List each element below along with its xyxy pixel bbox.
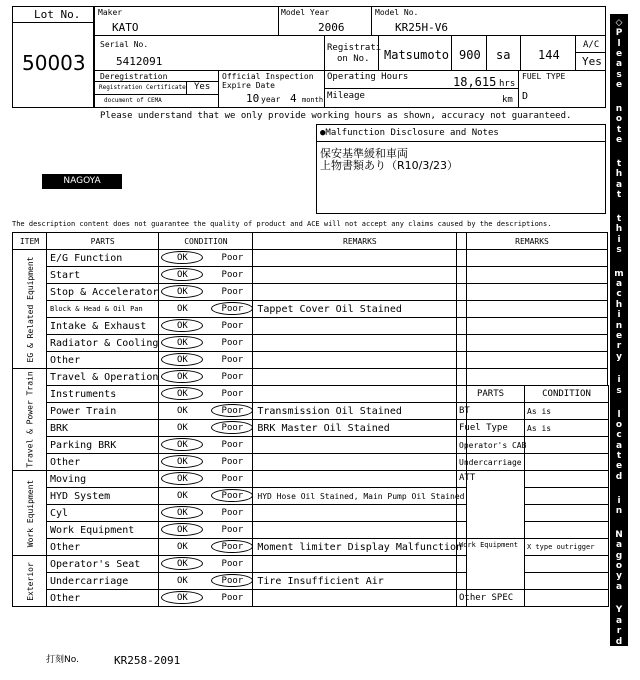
ok-option: OK: [161, 438, 203, 451]
part-name: Work Equipment: [47, 522, 159, 539]
sidebar-char: [610, 145, 628, 155]
sidebar-char: n: [615, 505, 623, 516]
part-name: Block & Head & Oil Pan: [47, 301, 159, 318]
sidebar-char: s: [616, 69, 622, 80]
cab-label: Operator's CAB: [457, 437, 525, 454]
condition-cell: [159, 454, 253, 471]
sidebar-char: [610, 516, 628, 526]
group-label-cell: [13, 250, 47, 369]
inspection-label-2: Expire Date: [222, 81, 275, 90]
sidebar-char: a: [615, 615, 623, 626]
part-name: E/G Function: [47, 250, 159, 267]
sidebar-char: n: [615, 320, 623, 331]
table-row: [13, 420, 467, 437]
table-row: [13, 318, 467, 335]
remark: Tire Insufficient Air: [253, 573, 467, 590]
sidebar-char: n: [615, 103, 623, 114]
reg-id: 144: [538, 48, 560, 62]
sidebar-char: t: [616, 213, 622, 224]
reg-num: 900: [459, 48, 481, 62]
poor-option: Poor: [211, 421, 253, 434]
poor-option: Poor: [211, 404, 253, 417]
condition-cell: [159, 318, 253, 335]
group-label: EG & Related Equipment: [25, 256, 35, 362]
remark: [253, 590, 467, 607]
part-name: Moving: [47, 471, 159, 488]
inspection-month: 4: [290, 92, 297, 105]
hours-notice: Please understand that we only provide working hours as shown, accuracy not guaranteed.: [100, 111, 572, 121]
table-row: [13, 590, 467, 607]
part-name: Cyl: [47, 505, 159, 522]
ac-label: A/C: [583, 40, 600, 50]
table-row: [13, 488, 467, 505]
part-name: Parking BRK: [47, 437, 159, 454]
sidebar-char: a: [615, 540, 623, 551]
remark: [253, 437, 467, 454]
table-row: [13, 267, 467, 284]
remark: [253, 386, 467, 403]
condition-cell: [159, 420, 253, 437]
reg-cert-label: Registration Certificate: [99, 84, 186, 91]
table-row: [13, 437, 467, 454]
ok-option: OK: [176, 406, 188, 416]
poor-option: Poor: [221, 474, 244, 484]
op-hours-unit: hrs: [499, 79, 516, 89]
table-row: [13, 471, 467, 488]
other-spec-label: Other SPEC: [457, 590, 525, 607]
ok-option: OK: [176, 304, 188, 314]
part-name: HYD System: [47, 488, 159, 505]
condition-cell: [159, 556, 253, 573]
reg-label-2: on No.: [337, 54, 370, 64]
remark: [253, 369, 467, 386]
col-parts-header: PARTS: [47, 233, 159, 250]
part-name: Radiator & Cooling: [47, 335, 159, 352]
ok-option: OK: [161, 319, 203, 332]
remark: BRK Master Oil Stained: [253, 420, 467, 437]
stamp-label: 打刻No.: [46, 655, 79, 665]
sidebar-char: l: [617, 409, 621, 420]
ok-option: OK: [176, 423, 188, 433]
poor-option: Poor: [221, 525, 244, 535]
sidebar-char: h: [615, 299, 623, 310]
group-label-cell: [13, 471, 47, 556]
op-hours-value: 18,615: [453, 75, 497, 89]
col-item-header: ITEM: [13, 233, 47, 250]
part-name: Start: [47, 267, 159, 284]
fuel-value: D: [522, 91, 529, 102]
sidebar-char: a: [615, 440, 623, 451]
group-label-cell: [13, 369, 47, 471]
serial-value: 5412091: [116, 55, 163, 68]
table-row: [13, 335, 467, 352]
sidebar-char: [610, 592, 628, 602]
condition-cell: [159, 352, 253, 369]
reg-place: Matsumoto: [384, 48, 450, 62]
poor-option: Poor: [221, 593, 244, 603]
remark: [253, 454, 467, 471]
ok-option: OK: [161, 268, 203, 281]
remark: [253, 556, 467, 573]
sidebar-char: i: [617, 310, 621, 321]
ok-option: OK: [161, 591, 203, 604]
fuel-type-cond: As is: [525, 420, 609, 437]
condition-cell: [159, 284, 253, 301]
part-name: Other: [47, 590, 159, 607]
sidebar-char: s: [616, 244, 622, 255]
sidebar-char: c: [616, 430, 622, 441]
serial-label: Serial No.: [100, 40, 149, 49]
sidebar-char: l: [617, 38, 621, 49]
sidebar-char: e: [615, 461, 623, 472]
remark: HYD Hose Oil Stained, Main Pump Oil Stained: [253, 488, 467, 505]
sidebar-char: ◇: [615, 18, 623, 28]
sidebar-char: [610, 396, 628, 406]
ok-option: OK: [161, 557, 203, 570]
poor-option: Poor: [221, 457, 244, 467]
sidebar-char: [610, 255, 628, 265]
stamp-value: KR258-2091: [114, 654, 181, 667]
ok-option: OK: [161, 370, 203, 383]
poor-option: Poor: [221, 253, 244, 263]
condition-cell: [159, 590, 253, 607]
col-condition-header: CONDITION: [159, 233, 253, 250]
condition-cell: [159, 488, 253, 505]
condition-cell: [159, 267, 253, 284]
group-label: Travel & Power Train: [25, 371, 35, 468]
ac-value: Yes: [582, 55, 602, 68]
reg-cert-value: Yes: [194, 82, 211, 92]
sidebar-char: m: [614, 268, 624, 279]
sidebar-char: ◇: [615, 646, 623, 657]
remark: [253, 522, 467, 539]
poor-option: Poor: [221, 372, 244, 382]
ok-option: OK: [161, 523, 203, 536]
sidebar-char: r: [616, 626, 622, 637]
sidebar-char: i: [617, 375, 621, 386]
sidebar-char: s: [616, 385, 622, 396]
poor-option: Poor: [221, 321, 244, 331]
mileage-unit: km: [502, 95, 513, 105]
part-name: Undercarriage: [47, 573, 159, 590]
table-row: [13, 250, 467, 267]
ok-option: OK: [161, 285, 203, 298]
model-year-label: Model Year: [281, 8, 330, 17]
sidebar-char: o: [615, 419, 623, 430]
poor-option: Poor: [221, 508, 244, 518]
table-row: [13, 403, 467, 420]
table-row: [13, 522, 467, 539]
col-remarks-header: REMARKS: [253, 233, 467, 250]
condition-cell: [159, 522, 253, 539]
right-remarks-table: [456, 232, 608, 386]
maker-value: KATO: [112, 21, 139, 34]
bt-label: BT: [457, 403, 525, 420]
ok-option: OK: [161, 251, 203, 264]
right-parts-table: [456, 385, 609, 607]
malfunction-title: ●Malfunction Disclosure and Notes: [320, 128, 499, 138]
condition-cell: [159, 505, 253, 522]
fuel-label: FUEL TYPE: [522, 72, 566, 81]
sidebar-char: [610, 91, 628, 101]
cema-label: document of CEMA: [104, 97, 162, 104]
remark: [253, 284, 467, 301]
right-remarks-header: REMARKS: [457, 233, 608, 250]
sidebar-char: P: [615, 28, 623, 39]
sidebar-char: y: [616, 571, 622, 582]
right-col-parts: PARTS: [457, 386, 525, 403]
poor-option: Poor: [211, 489, 253, 502]
ok-option: OK: [161, 506, 203, 519]
lot-number: 50003: [22, 51, 86, 75]
condition-cell: [159, 573, 253, 590]
condition-cell: [159, 386, 253, 403]
sidebar-char: a: [615, 179, 623, 190]
poor-option: Poor: [221, 440, 244, 450]
part-name: Intake & Exhaust: [47, 318, 159, 335]
part-name: Travel & Operation: [47, 369, 159, 386]
sidebar-char: [610, 200, 628, 210]
poor-option: Poor: [211, 574, 253, 587]
sidebar-char: o: [615, 560, 623, 571]
sidebar-char: t: [616, 451, 622, 462]
poor-option: Poor: [211, 302, 253, 315]
condition-cell: [159, 250, 253, 267]
part-name: Other: [47, 454, 159, 471]
sidebar-char: e: [615, 330, 623, 341]
part-name: Operator's Seat: [47, 556, 159, 573]
ok-option: OK: [161, 455, 203, 468]
sidebar-char: e: [615, 80, 623, 91]
sidebar-char: y: [616, 351, 622, 362]
poor-option: Poor: [221, 355, 244, 365]
sidebar-char: h: [615, 169, 623, 180]
sidebar-char: a: [615, 279, 623, 290]
sidebar-char: c: [616, 289, 622, 300]
att-label: ATT: [457, 471, 525, 539]
part-name: Instruments: [47, 386, 159, 403]
condition-cell: [159, 369, 253, 386]
fuel-type-label: Fuel Type: [457, 420, 525, 437]
right-col-condition: CONDITION: [525, 386, 609, 403]
sidebar-char: [610, 482, 628, 492]
inspection-year-unit: year: [261, 95, 281, 104]
sidebar-char: a: [615, 59, 623, 70]
dereg-label: Deregistration: [100, 72, 168, 81]
condition-cell: [159, 335, 253, 352]
sidebar-char: e: [615, 49, 623, 60]
work-eq-label: Work Equipment: [457, 539, 525, 590]
poor-option: Poor: [211, 540, 253, 553]
maker-label: Maker: [98, 8, 123, 17]
group-label: Exterior: [25, 561, 35, 601]
part-name: BRK: [47, 420, 159, 437]
part-name: Stop & Accelerator: [47, 284, 159, 301]
sidebar-char: [610, 362, 628, 372]
sidebar-char: a: [615, 581, 623, 592]
sidebar-char: h: [615, 224, 623, 235]
remark: Tappet Cover Oil Stained: [253, 301, 467, 318]
remark: [253, 471, 467, 488]
inspection-table: [12, 232, 467, 607]
table-row: [13, 284, 467, 301]
sidebar-char: Y: [615, 605, 623, 616]
ok-option: OK: [176, 576, 188, 586]
inspection-month-unit: month: [302, 96, 324, 104]
model-no-label: Model No.: [375, 8, 419, 17]
location-badge: [42, 174, 122, 189]
ok-option: OK: [161, 336, 203, 349]
ok-option: OK: [161, 472, 203, 485]
part-name: Power Train: [47, 403, 159, 420]
remark: Moment limiter Display Malfunction: [253, 539, 467, 556]
remark: [253, 352, 467, 369]
table-row: [13, 505, 467, 522]
location-badge-label: NAGOYA: [63, 176, 101, 186]
condition-cell: [159, 403, 253, 420]
remark: [253, 505, 467, 522]
sidebar-char: g: [615, 550, 623, 561]
group-label-cell: [13, 556, 47, 607]
sidebar-char: t: [616, 158, 622, 169]
model-no-value: KR25H-V6: [395, 21, 448, 34]
lot-label: Lot No.: [34, 8, 81, 21]
remark: [253, 335, 467, 352]
poor-option: Poor: [221, 389, 244, 399]
sidebar-char: i: [617, 495, 621, 506]
table-row: [13, 301, 467, 318]
location-notice-sidebar: [610, 14, 628, 657]
disclaimer: The description content does not guarantee the quality of product and ACE will not accept any claims caused by the descriptions.: [12, 220, 552, 228]
table-row: [13, 573, 467, 590]
condition-cell: [159, 539, 253, 556]
mileage-label: Mileage: [327, 91, 365, 101]
condition-cell: [159, 301, 253, 318]
sidebar-char: i: [617, 234, 621, 245]
poor-option: Poor: [221, 559, 244, 569]
ok-option: OK: [161, 353, 203, 366]
table-row: [13, 556, 467, 573]
table-row: [13, 539, 467, 556]
table-row: [13, 386, 467, 403]
sidebar-char: e: [615, 135, 623, 146]
sidebar-char: r: [616, 341, 622, 352]
sidebar-char: d: [615, 636, 623, 647]
remark: Transmission Oil Stained: [253, 403, 467, 420]
poor-option: Poor: [221, 338, 244, 348]
undercarriage-label: Undercarriage: [457, 454, 525, 471]
model-year-value: 2006: [318, 21, 345, 34]
table-row: [13, 369, 467, 386]
sidebar-char: o: [615, 114, 623, 125]
poor-option: Poor: [221, 287, 244, 297]
op-hours-label: Operating Hours: [327, 72, 409, 82]
sidebar-char: t: [616, 124, 622, 135]
condition-cell: [159, 437, 253, 454]
sidebar-char: N: [615, 529, 623, 540]
remark: [253, 250, 467, 267]
sidebar-char: d: [615, 471, 623, 482]
table-row: [13, 352, 467, 369]
malfunction-line-1: 保安基準緩和車両: [320, 147, 408, 160]
poor-option: Poor: [221, 270, 244, 280]
remark: [253, 318, 467, 335]
ok-option: OK: [176, 542, 188, 552]
malfunction-line-2: 上物書類あり（R10/3/23）: [320, 159, 459, 172]
part-name: Other: [47, 352, 159, 369]
condition-cell: [159, 471, 253, 488]
inspection-year: 10: [246, 92, 260, 105]
reg-kana: sa: [496, 48, 511, 62]
ok-option: OK: [176, 491, 188, 501]
sidebar-char: t: [616, 189, 622, 200]
part-name: Other: [47, 539, 159, 556]
table-row: [13, 454, 467, 471]
ok-option: OK: [161, 387, 203, 400]
reg-label-1: Registrati: [327, 43, 382, 53]
remark: [253, 267, 467, 284]
bt-cond: As is: [525, 403, 609, 420]
group-label: Work Equipment: [25, 479, 35, 547]
work-eq-cond: X type outrigger: [525, 539, 609, 556]
inspection-label-1: Official Inspection: [222, 72, 314, 81]
